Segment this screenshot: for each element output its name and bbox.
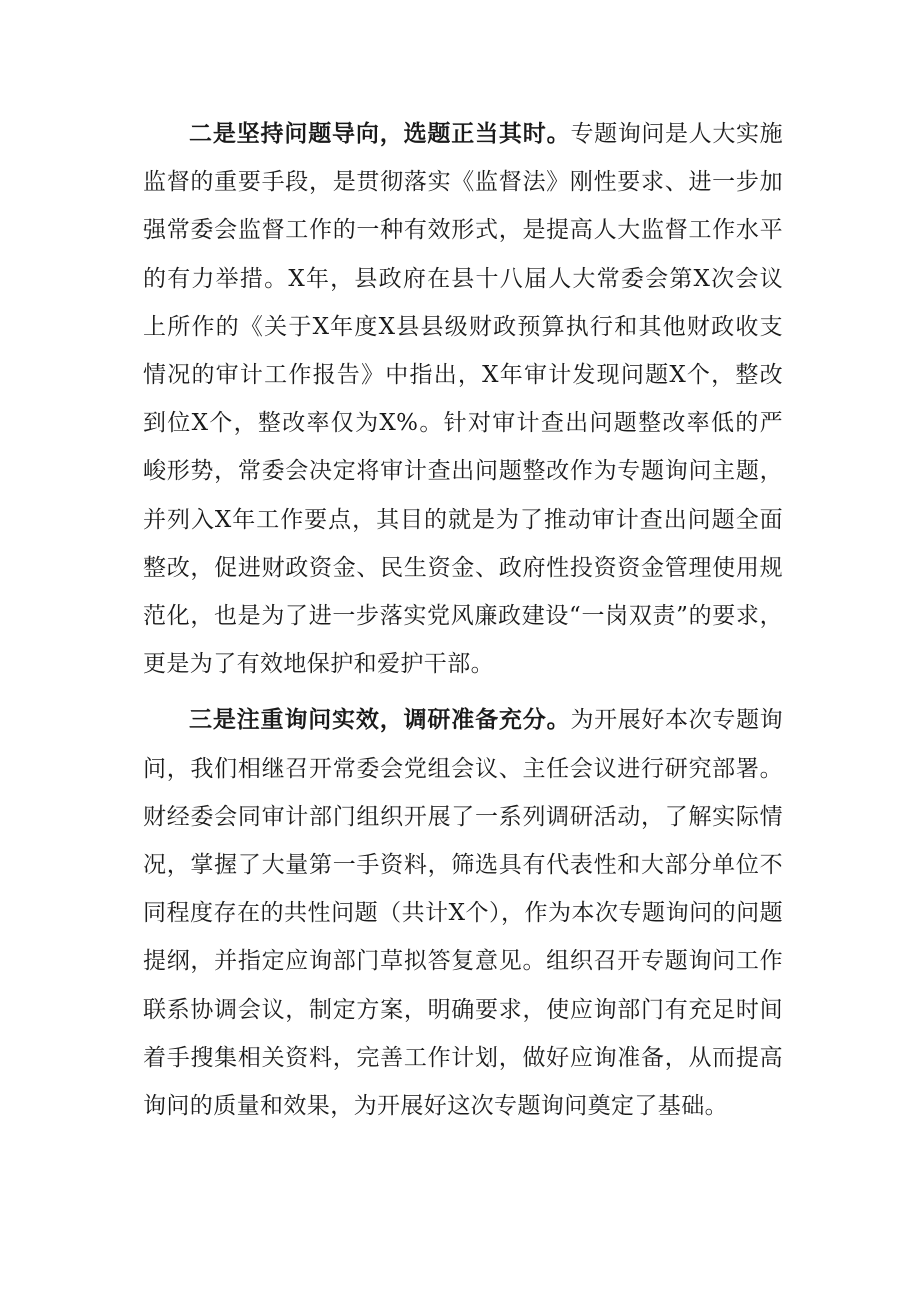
paragraph-lead: 三是注重询问实效，调研准备充分。 [189, 707, 571, 734]
paragraph-text: 专题询问是人大实施监督的重要手段，是贯彻落实《监督法》刚性要求、进一步加强常委会监督工作的一种有效形式，是提高人大监督工作水平的有力举措。X年，县政府在县十八届人大常委会第X次会议上所作的《关于X年度X县县级财政预算执行和其他财政收支情况的审计工作报告》中指出，X年审计发现问题X个，整改到位X个，整改率仅为X%。针对审计查出问题整改率低的严峻形势，常委会决定将审计查出问题整改作为专题询问主题，并列入X年工作要点，其目的就是为了推动审计查出问题全面整改，促进财政资金、民生资金、政府性投资资金管理使用规范化，也是为了进一步落实党风廉政建设“一岗双责”的要求，更是为了有效地保护和爱护干部。 [143, 121, 783, 678]
paragraph-lead: 二是坚持问题导向，选题正当其时。 [189, 121, 571, 147]
paragraph-text: 为开展好本次专题询问，我们相继召开常委会党组会议、主任会议进行研究部署。财经委会同审计部门组织开展了一系列调研活动，了解实际情况，掌握了大量第一手资料，筛选具有代表性和大部分单位不同程度存在的共性问题（共计X个），作为本次专题询问的问题提纲，并指定应询部门草拟答复意见。组织召开专题询问工作联系协调会议，制定方案，明确要求，使应询部门有充足时间着手搜集相关资料，完善工作计划，做好应询准备，从而提高询问的质量和效果，为开展好这次专题询问奠定了基础。 [143, 707, 783, 1120]
paragraph-problem-oriented [143, 110, 783, 688]
paragraph-inquiry-effectiveness [143, 696, 783, 1130]
document-body [143, 110, 783, 1138]
